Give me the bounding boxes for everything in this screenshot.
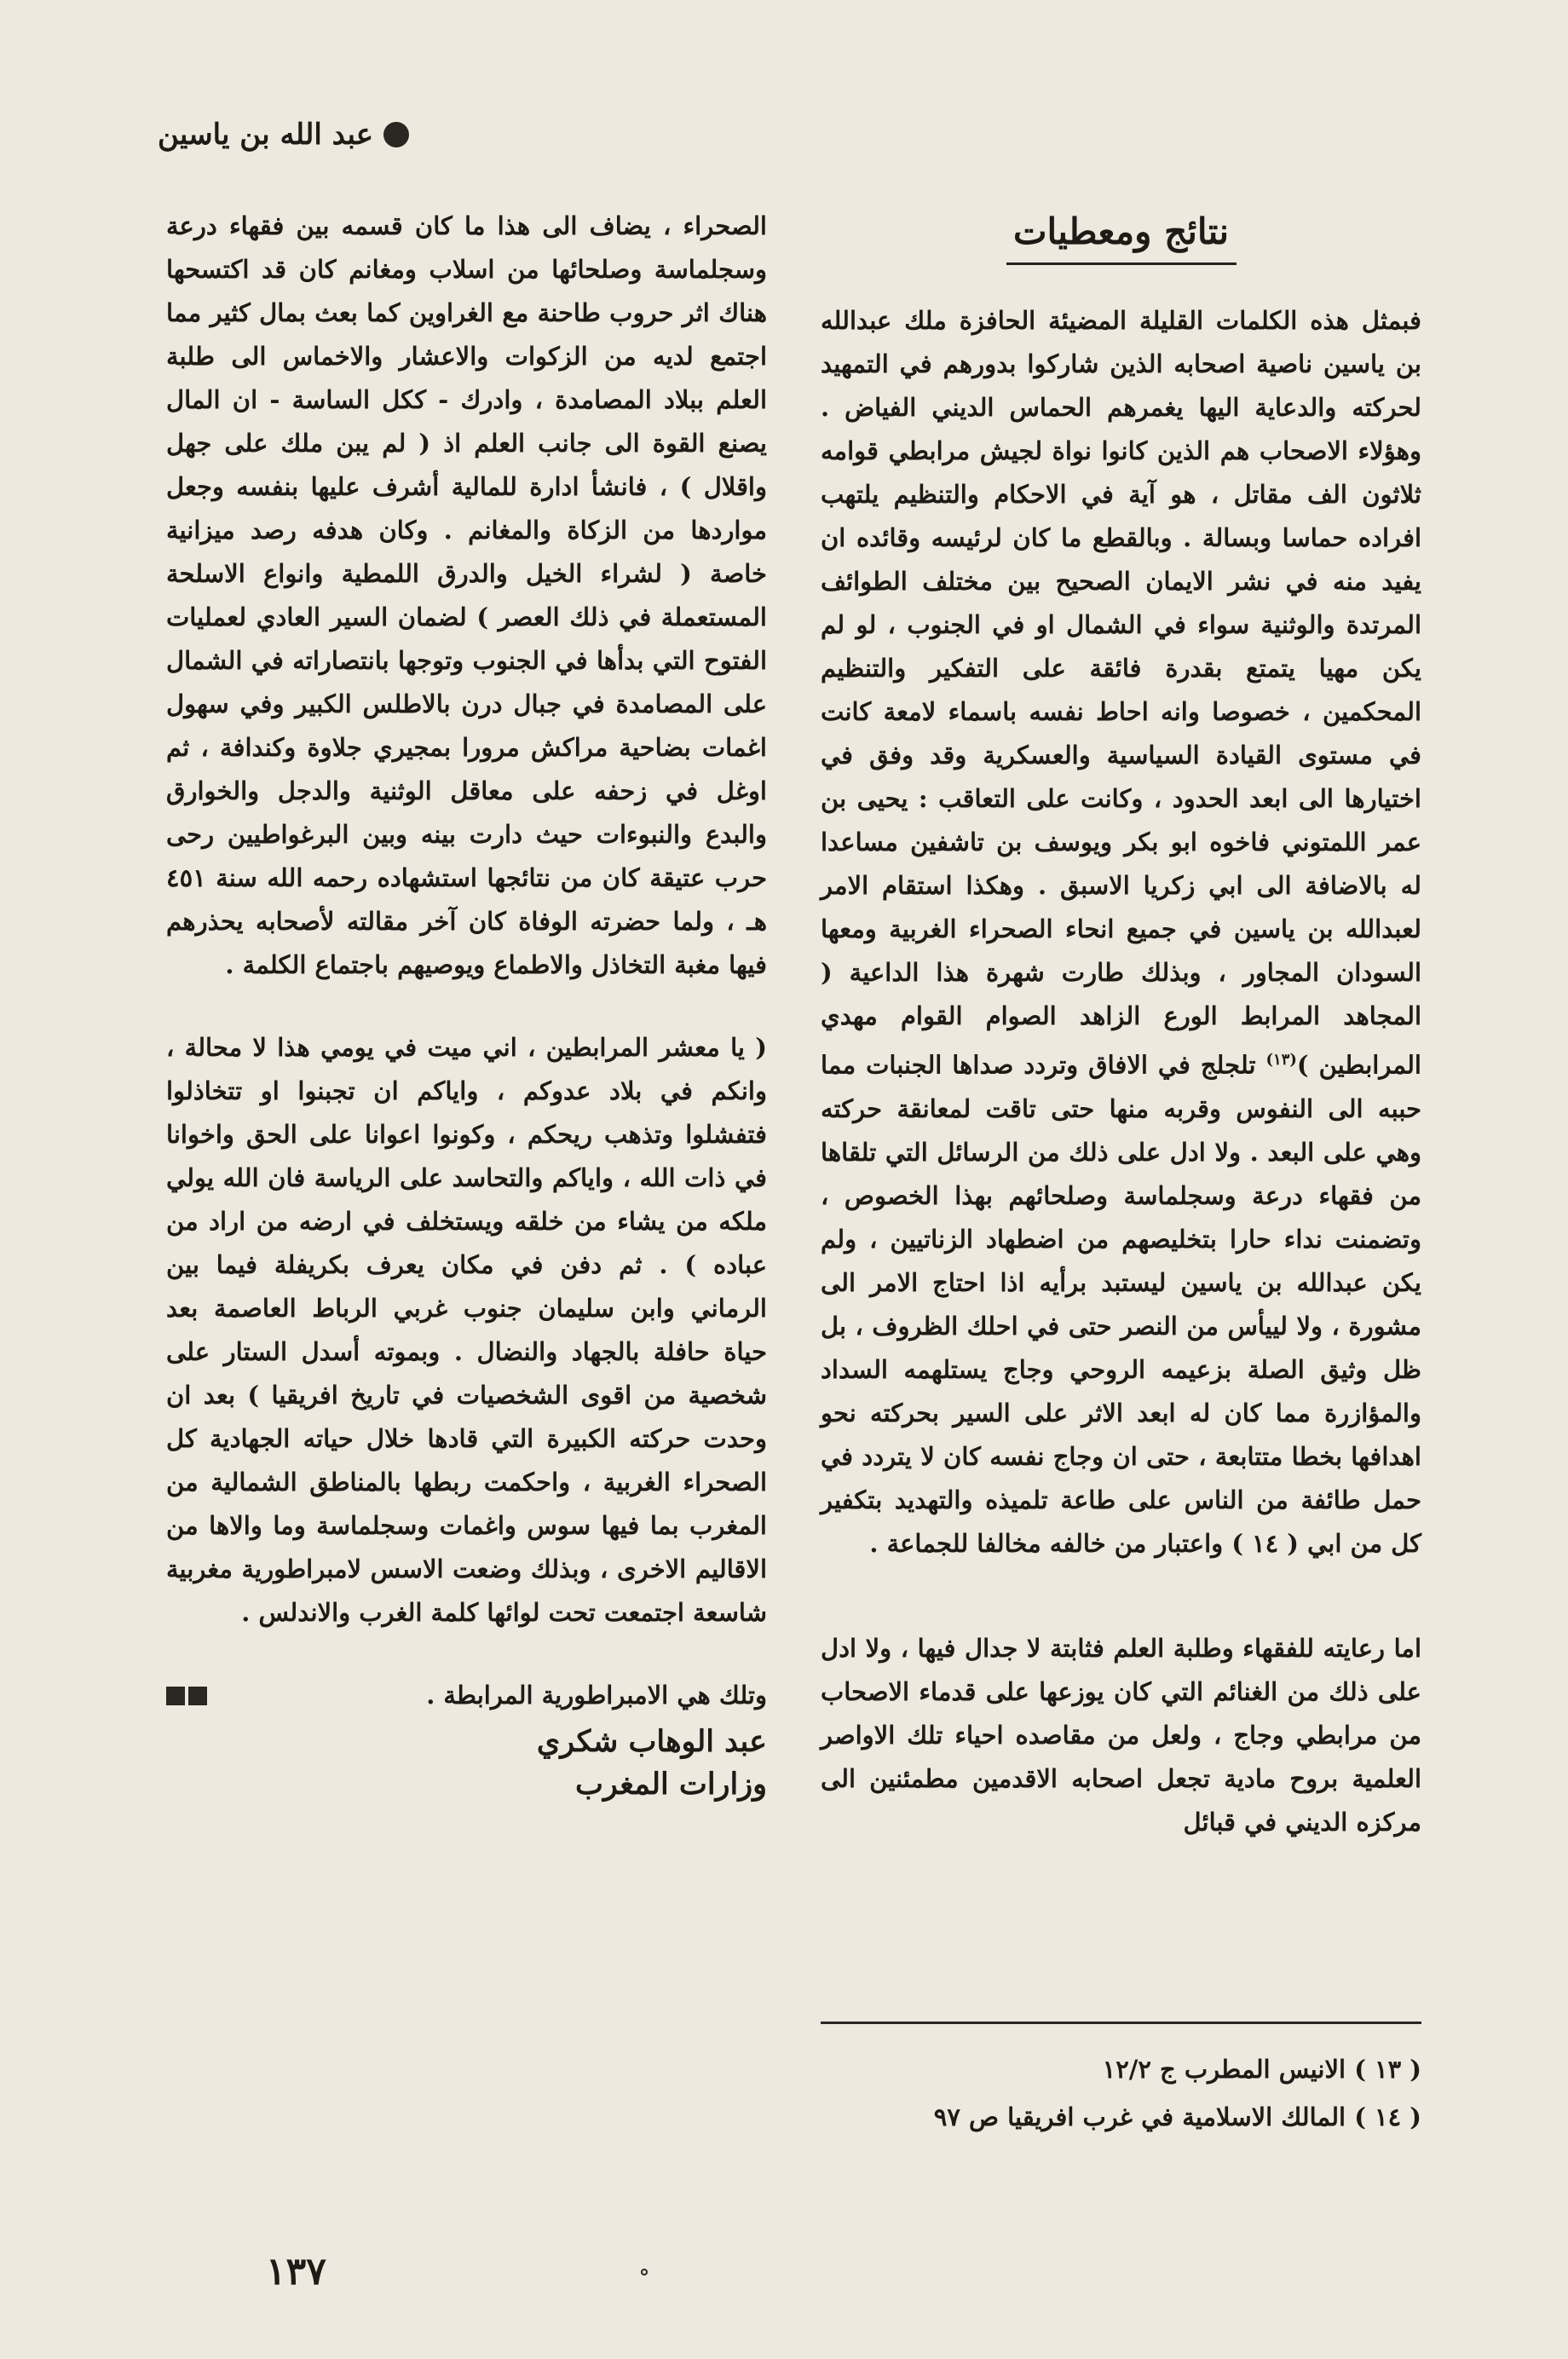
author-affiliation: وزارات المغرب (574, 1767, 767, 1802)
body-paragraph (821, 299, 1421, 1566)
paragraph-text-tail: تلجلج في الافاق وتردد صداها الجنبات مما حببه الى النفوس وقربه منها حتى تاقت لمعانقة حركته وهي على البعد . ولا ادل على ذلك من الرسائل التي تلقاها من فقهاء درعة وسجلماسة وصلحائهم بهذا الخصوص ، وتضمنت نداء حارا بتخليصهم من اضطهاد الزناتيين ، ولم يكن عبدالله بن ياسين ليستبد برأيه اذا احتاج الامر الى مشورة ، ولا لييأس من النصر حتى في احلك الظروف ، بل ظل وثيق الصلة بزعيمه الروحي وجاج يستلهمه السداد والمؤازرة مما كان له ابعد الاثر على السير بحركته نحو اهدافها بخطا متتابعة ، حتى ان وجاج نفسه كان لا يتردد في حمل طائفة من الناس على طاعة تلميذه والتهديد بتكفير كل من ابي ( ١٤ ) واعتبار من خالفه مخالفا للجماعة . (821, 1050, 1421, 1558)
section-title: نتائج ومعطيات (1012, 211, 1230, 252)
running-header (158, 109, 409, 160)
footnote-divider (821, 2022, 1421, 2024)
footnote-13: ( ١٣ ) الانيس المطرب ج ١٢/٢ (1102, 2055, 1421, 2084)
right-column (821, 205, 1421, 1844)
paragraph-text: فبمثل هذه الكلمات القليلة المضيئة الحافزة ملك عبدالله بن ياسين ناصية اصحابه الذين شاركوا بدورهم في التمهيد لحركته والدعاية اليها يغمرهم الحماس الديني الفياض . وهؤلاء الاصحاب هم الذين كانوا نواة لجيش مرابطي قوامه ثلاثون الف مقاتل ، هو آية في الاحكام والتنظيم يلتهب افراده حماسا وبسالة . وبالقطع ما كان لرئيسه وقائده ان يفيد منه في نشر الايمان الصحيح بين مختلف الطوائف المرتدة والوثنية سواء في الشمال او في الجنوب ، لو لم يكن مهيا يتمتع بقدرة فائقة على التفكير والتنظيم المحكمين ، خصوصا وانه احاط نفسه باسماء لامعة كانت في مستوى القيادة السياسية والعسكرية وقد وفق في اختيارها الى ابعد الحدود ، وكانت على التعاقب : يحيى بن عمر اللمتوني فاخوه ابو بكر ويوسف بن تاشفين مساعدا له بالاضافة الى ابي زكريا الاسبق . وهكذا استقام الامر لعبدالله بن ياسين في جميع انحاء الصحراء الغربية ومعها السودان المجاور ، وبذلك طارت شهرة هذا الداعية ( المجاهد المرابط الورع الزاهد الصوام القوام مهدي المرابطين ) (821, 306, 1421, 1080)
page-number: ١٣٧ (266, 2250, 326, 2293)
title-underline (1006, 262, 1237, 265)
left-column (166, 205, 767, 1806)
footnote-14: ( ١٤ ) المالك الاسلامية في غرب افريقيا ص ٩٧ (933, 2102, 1421, 2131)
running-title: عبد الله بن ياسين (158, 118, 373, 152)
quote-paragraph: ( يا معشر المرابطين ، اني ميت في يومي هذا لا محالة ، وانكم في بلاد عدوكم ، واياكم ان تجبنوا او تتخاذلوا فتفشلوا وتذهب ريحكم ، وكونوا اعوانا على الحق واخوانا في ذات الله ، واياكم والتحاسد على الرياسة فان الله يولي ملكه من يشاء من خلقه ويستخلف في ارضه من اراد من عباده ) . ثم دفن في مكان يعرف بكريفلة فيما بين الرماني وابن سليمان جنوب غربي الرباط العاصمة بعد حياة حافلة بالجهاد والنضال . وبموته أسدل الستار على شخصية من اقوى الشخصيات في تاريخ افريقيا ) بعد ان وحدت حركته الكبيرة التي قادها خلال حياته الجهادية كل الصحراء الغربية ، واحكمت ربطها بالمناطق الشمالية من المغرب بما فيها سوس واغمات وسجلماسة وما والاها من الاقاليم الاخرى ، وبذلك وضعت الاسس لامبراطورية مغربية شاسعة اجتمعت تحت لوائها كلمة الغرب والاندلس . (166, 1033, 767, 1627)
author-name: عبد الوهاب شكري (536, 1724, 767, 1759)
center-dot-icon (641, 2269, 648, 2275)
end-mark-icon (166, 1687, 207, 1705)
body-paragraph-3: الصحراء ، يضاف الى هذا ما كان قسمه بين فقهاء درعة وسجلماسة وصلحائها من اسلاب ومغانم كان قد اكتسحها هناك اثر حروب طاحنة مع الغراوين كما بعث بمال كثير مما اجتمع لديه من الزكوات والاعشار والاخماس الى طلبة العلم ببلاد المصامدة ، وادرك - ككل الساسة - ان المال يصنع القوة الى جانب العلم اذ ( لم يبن ملك على جهل واقلال ) ، فانشأ ادارة للمالية أشرف عليها بنفسه وجعل مواردها من الزكاة والمغانم . وكان هدفه رصد ميزانية خاصة ( لشراء الخيل والدرق اللمطية وانواع الاسلحة المستعملة في ذلك العصر ) لضمان السير العادي لعمليات الفتوح التي بدأها في الجنوب وتوجها بانتصاراته في الشمال على المصامدة في جبال درن بالاطلس الكبير وفي سهول اغمات بضاحية مراكش مرورا بمجيري جلاوة وكندافة ، ثم اوغل في زحفه على معاقل الوثنية والدجل والخوارق والبدع والنبوءات حيث دارت بينه وبين البرغواطيين رحى حرب عتيقة كان من نتائجها استشهاده رحمه الله سنة ٤٥١ هـ ، ولما حضرته الوفاة كان آخر مقالته لأصحابه يحذرهم فيها مغبة التخاذل والاطماع ويوصيهم باجتماع الكلمة . (166, 211, 767, 979)
body-paragraph-2: اما رعايته للفقهاء وطلبة العلم فثابتة لا جدال فيها ، ولا ادل على ذلك من الغنائم التي كان يوزعها على قدماء الاصحاب من مرابطي وجاج ، ولعل من مقاصده احياء تلك الاواصر العلمية بروح مادية تجعل اصحابه الاقدمين مطمئنين الى مركزه الديني في قبائل (821, 1633, 1421, 1837)
closing-line (166, 1674, 767, 1717)
closing-text: وتلك هي الامبراطورية المرابطة . (426, 1681, 767, 1710)
footnotes (821, 2045, 1421, 2141)
footnote-ref-13: (١٣) (1265, 1051, 1297, 1069)
bullet-dot-icon (383, 122, 409, 147)
